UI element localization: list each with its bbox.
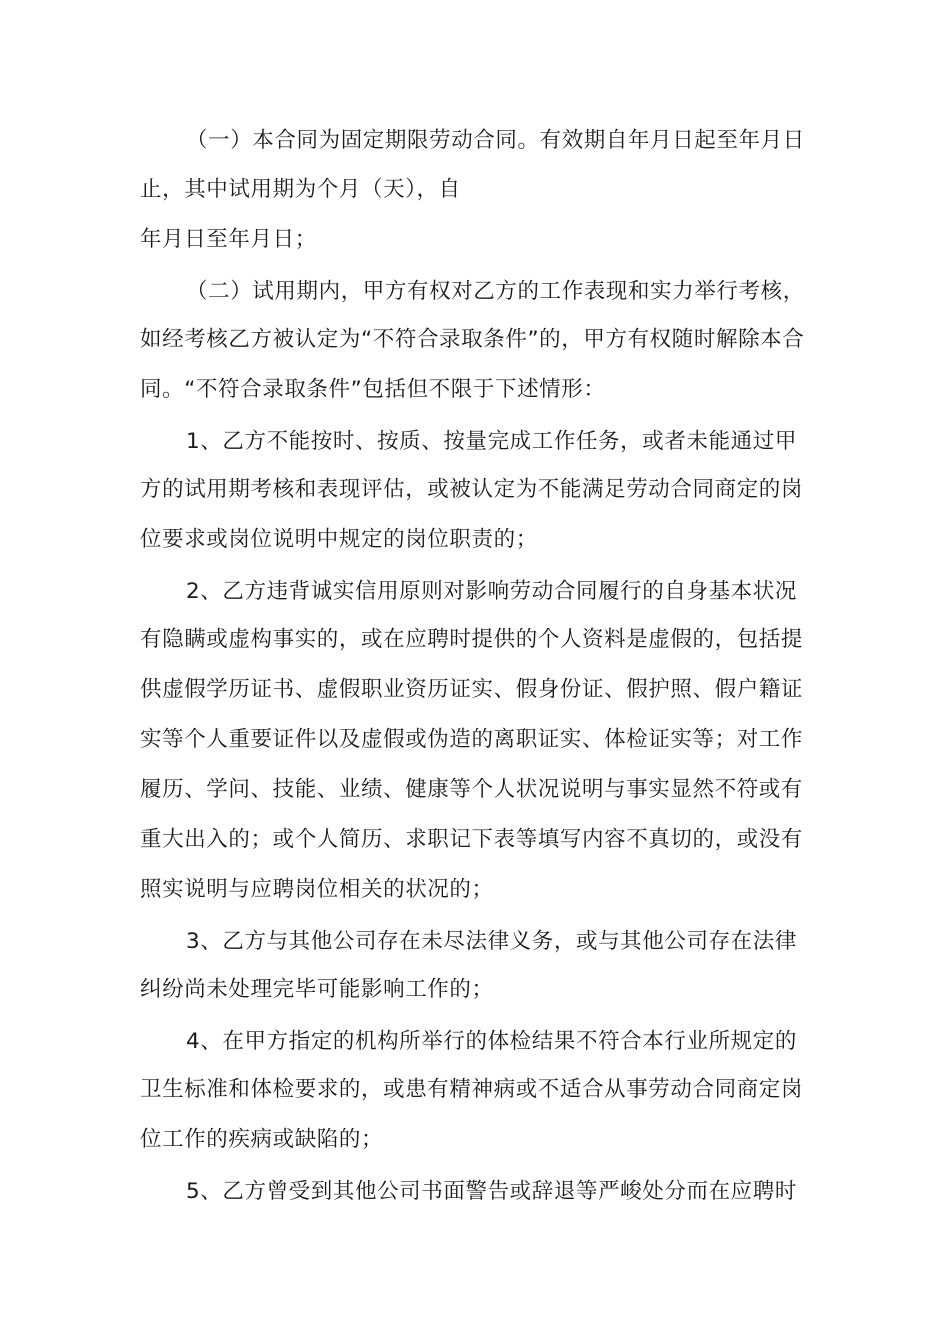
text-line: 位工作的疾病或缺陷的； xyxy=(140,1127,384,1152)
text-line: 纠纷尚未处理完毕可能影响工作的； xyxy=(140,977,494,1002)
text-line: 重大出入的；或个人简历、求职记下表等填写内容不真切的，或没有 xyxy=(140,827,804,852)
text-line: 年月日至年月日； xyxy=(140,227,317,252)
text-line: 同。“不符合录取条件”包括但不限于下述情形： xyxy=(140,377,606,402)
text-line: 止，其中试用期为个月（天），自 xyxy=(140,177,461,202)
text-line: 如经考核乙方被认定为“不符合录取条件”的，甲方有权随时解除本合 xyxy=(140,327,805,352)
text-line: 履历、学问、技能、业绩、健康等个人状况说明与事实显然不符或有 xyxy=(140,777,804,802)
text-line: 有隐瞒或虚构事实的，或在应聘时提供的个人资料是虚假的，包括提 xyxy=(140,627,804,652)
text-line: 1、乙方不能按时、按质、按量完成工作任务，或者未能通过甲 xyxy=(186,429,797,454)
text-line: （一）本合同为固定期限劳动合同。有效期自年月日起至年月日 xyxy=(186,128,805,153)
text-line: 5、乙方曾受到其他公司书面警告或辞退等严峻处分而在应聘时 xyxy=(186,1179,797,1204)
text-line: 4、在甲方指定的机构所举行的体检结果不符合本行业所规定的 xyxy=(186,1029,797,1054)
text-line: 供虚假学历证书、虚假职业资历证实、假身份证、假护照、假户籍证 xyxy=(140,677,804,702)
text-line: 3、乙方与其他公司存在未尽法律义务，或与其他公司存在法律 xyxy=(186,929,797,954)
text-line: 方的试用期考核和表现评估，或被认定为不能满足劳动合同商定的岗 xyxy=(140,477,804,502)
text-line: 2、乙方违背诚实信用原则对影响劳动合同履行的自身基本状况 xyxy=(186,579,797,604)
text-line: （二）试用期内，甲方有权对乙方的工作表现和实力举行考核， xyxy=(186,279,805,304)
text-line: 卫生标准和体检要求的，或患有精神病或不适合从事劳动合同商定岗 xyxy=(140,1077,804,1102)
text-line: 照实说明与应聘岗位相关的状况的； xyxy=(140,877,494,902)
text-line: 位要求或岗位说明中规定的岗位职责的； xyxy=(140,527,538,552)
text-line: 实等个人重要证件以及虚假或伪造的离职证实、体检证实等；对工作 xyxy=(140,727,804,752)
